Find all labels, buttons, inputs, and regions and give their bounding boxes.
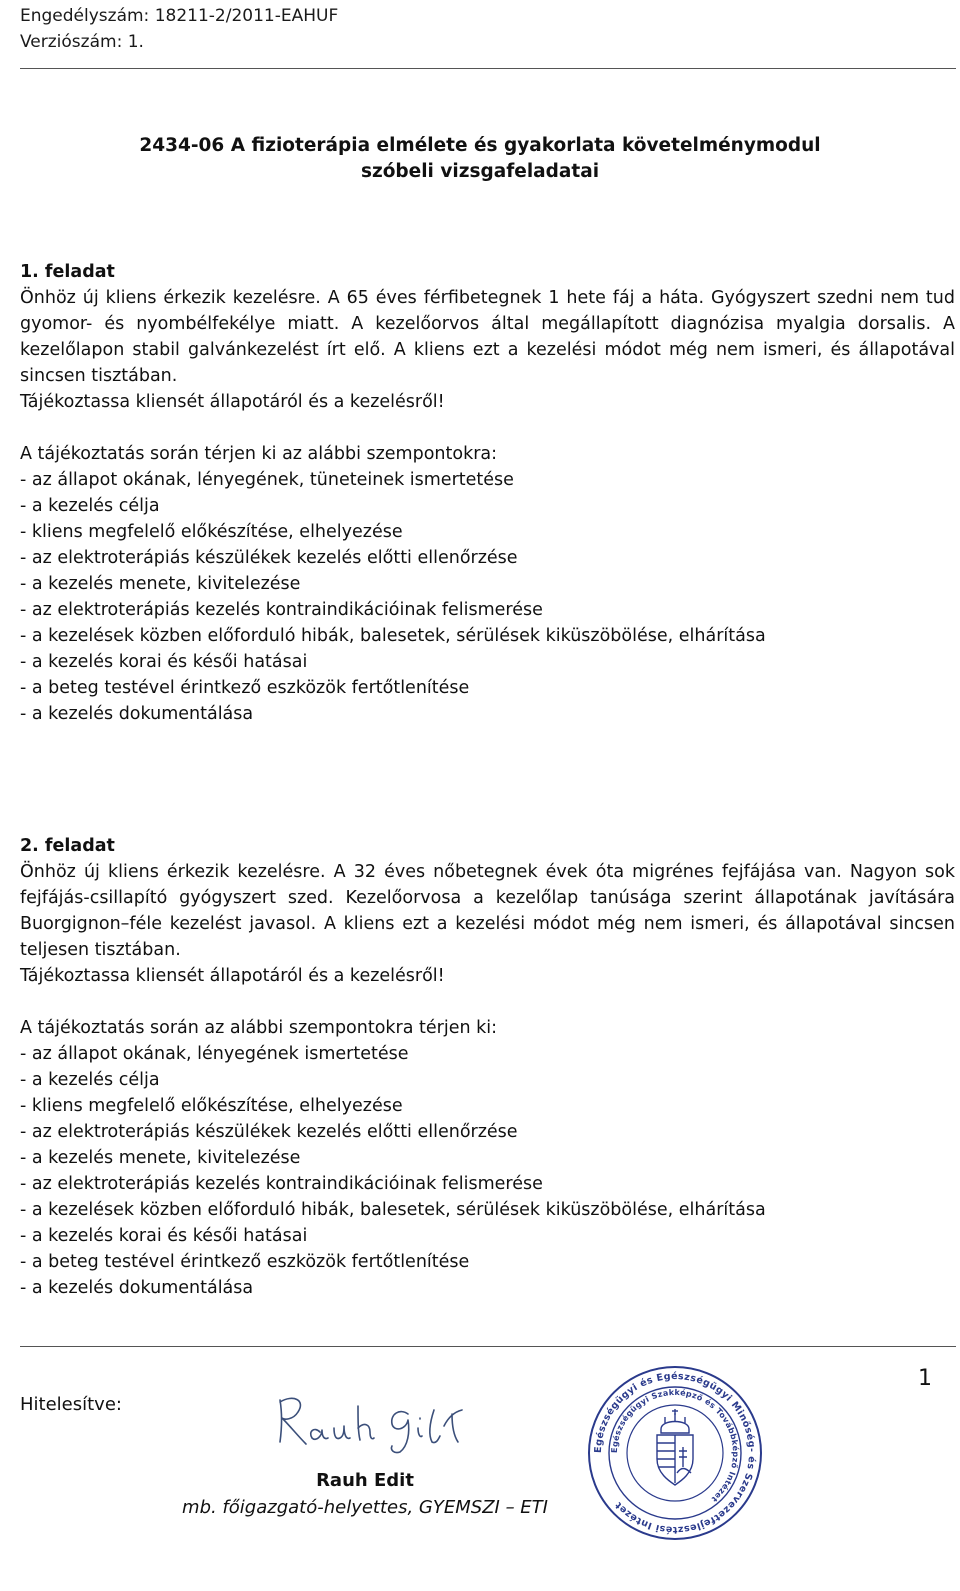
task-1-title: 1. feladat bbox=[20, 262, 115, 282]
list-item: - a kezelés célja bbox=[20, 496, 160, 516]
task-2-instruction: Tájékoztassa kliensét állapotáról és a kezelésről! bbox=[20, 966, 445, 986]
list-item: - a kezelés dokumentálása bbox=[20, 704, 254, 724]
license-number: Engedélyszám: 18211-2/2011-EAHUF bbox=[20, 6, 339, 26]
task-2-paragraph: Önhöz új kliens érkezik kezelésre. A 32 éves nőbetegnek évek óta migrénes fejfájása van. Nagyon sok fejfájás-csillapító gyógyszert szed. Kezelőorvosa a kezelőlap tanúsága szerint állapotának javítására Buorgignon–féle kezelést javasol. A kliens ezt a kezelési módot még nem ismeri, és állapotával sincsen teljesen tisztában. bbox=[20, 862, 955, 960]
signer-name: Rauh Edit bbox=[316, 1470, 414, 1491]
list-item: - kliens megfelelő előkészítése, elhelyezése bbox=[20, 1096, 403, 1116]
list-item: - az elektroterápiás készülékek kezelés előtti ellenőrzése bbox=[20, 1122, 518, 1142]
task-2-intro: A tájékoztatás során az alábbi szempontokra térjen ki: bbox=[20, 1018, 498, 1038]
list-item: - az elektroterápiás készülékek kezelés előtti ellenőrzése bbox=[20, 548, 518, 568]
list-item: - a kezelés korai és késői hatásai bbox=[20, 652, 308, 672]
document-title bbox=[0, 133, 960, 185]
list-item: - az elektroterápiás kezelés kontraindikációinak felismerése bbox=[20, 600, 543, 620]
page-number: 1 bbox=[918, 1366, 932, 1391]
list-item: - a kezelés menete, kivitelezése bbox=[20, 1148, 301, 1168]
official-seal-icon bbox=[585, 1363, 765, 1543]
document-header bbox=[20, 3, 338, 55]
task-1-instruction: Tájékoztassa kliensét állapotáról és a kezelésről! bbox=[20, 392, 445, 412]
list-item: - a kezelés célja bbox=[20, 1070, 160, 1090]
list-item: - az állapot okának, lényegének, tüneteinek ismertetése bbox=[20, 470, 514, 490]
handwritten-signature bbox=[268, 1392, 478, 1462]
list-item: - az elektroterápiás kezelés kontraindikációinak felismerése bbox=[20, 1174, 543, 1194]
task-1-intro: A tájékoztatás során térjen ki az alábbi szempontokra: bbox=[20, 444, 498, 464]
task-1-section bbox=[20, 259, 955, 727]
list-item: - a kezelések közben előforduló hibák, balesetek, sérülések kiküszöbölése, elhárítása bbox=[20, 1200, 766, 1220]
list-item: - az állapot okának, lényegének ismertetése bbox=[20, 1044, 409, 1064]
header-divider bbox=[20, 68, 956, 69]
signer-role: mb. főigazgató-helyettes, GYEMSZI – ETI bbox=[182, 1497, 548, 1518]
list-item: - a beteg testével érintkező eszközök fertőtlenítése bbox=[20, 678, 470, 698]
footer-divider bbox=[20, 1346, 956, 1347]
task-2-title: 2. feladat bbox=[20, 836, 115, 856]
svg-text:Egészségügyi és Egészségügyi M: Egészségügyi és Egészségügyi Minőség- és Szervezetfejlesztési Intézet bbox=[592, 1370, 758, 1536]
task-2-criteria-list bbox=[20, 1041, 955, 1301]
list-item: - a beteg testével érintkező eszközök fertőtlenítése bbox=[20, 1252, 470, 1272]
task-2-section bbox=[20, 833, 955, 1301]
list-item: - a kezelés korai és késői hatásai bbox=[20, 1226, 308, 1246]
document-title-line-1: 2434-06 A fizioterápia elmélete és gyakorlata követelménymodul bbox=[139, 135, 821, 156]
task-1-criteria-list bbox=[20, 467, 955, 727]
version-number: Verziószám: 1. bbox=[20, 32, 144, 52]
authentication-label: Hitelesítve: bbox=[20, 1394, 122, 1415]
document-title-line-2: szóbeli vizsgafeladatai bbox=[360, 161, 600, 182]
list-item: - a kezelések közben előforduló hibák, balesetek, sérülések kiküszöbölése, elhárítása bbox=[20, 626, 766, 646]
list-item: - kliens megfelelő előkészítése, elhelyezése bbox=[20, 522, 403, 542]
svg-text:Egészségügyi Szakképző és Tová: Egészségügyi Szakképző és Továbbképző Intézet bbox=[609, 1387, 741, 1504]
list-item: - a kezelés menete, kivitelezése bbox=[20, 574, 301, 594]
list-item: - a kezelés dokumentálása bbox=[20, 1278, 254, 1298]
task-1-paragraph: Önhöz új kliens érkezik kezelésre. A 65 éves férfibetegnek 1 hete fáj a háta. Gyógyszert szedni nem tud gyomor- és nyombélfekélye miatt. A kezelőorvos által megállapított diagnózisa myalgia dorsalis. A kezelőlapon stabil galvánkezelést írt elő. A kliens ezt a kezelési módot még nem ismeri, és állapotával sincsen tisztában. bbox=[20, 288, 955, 386]
